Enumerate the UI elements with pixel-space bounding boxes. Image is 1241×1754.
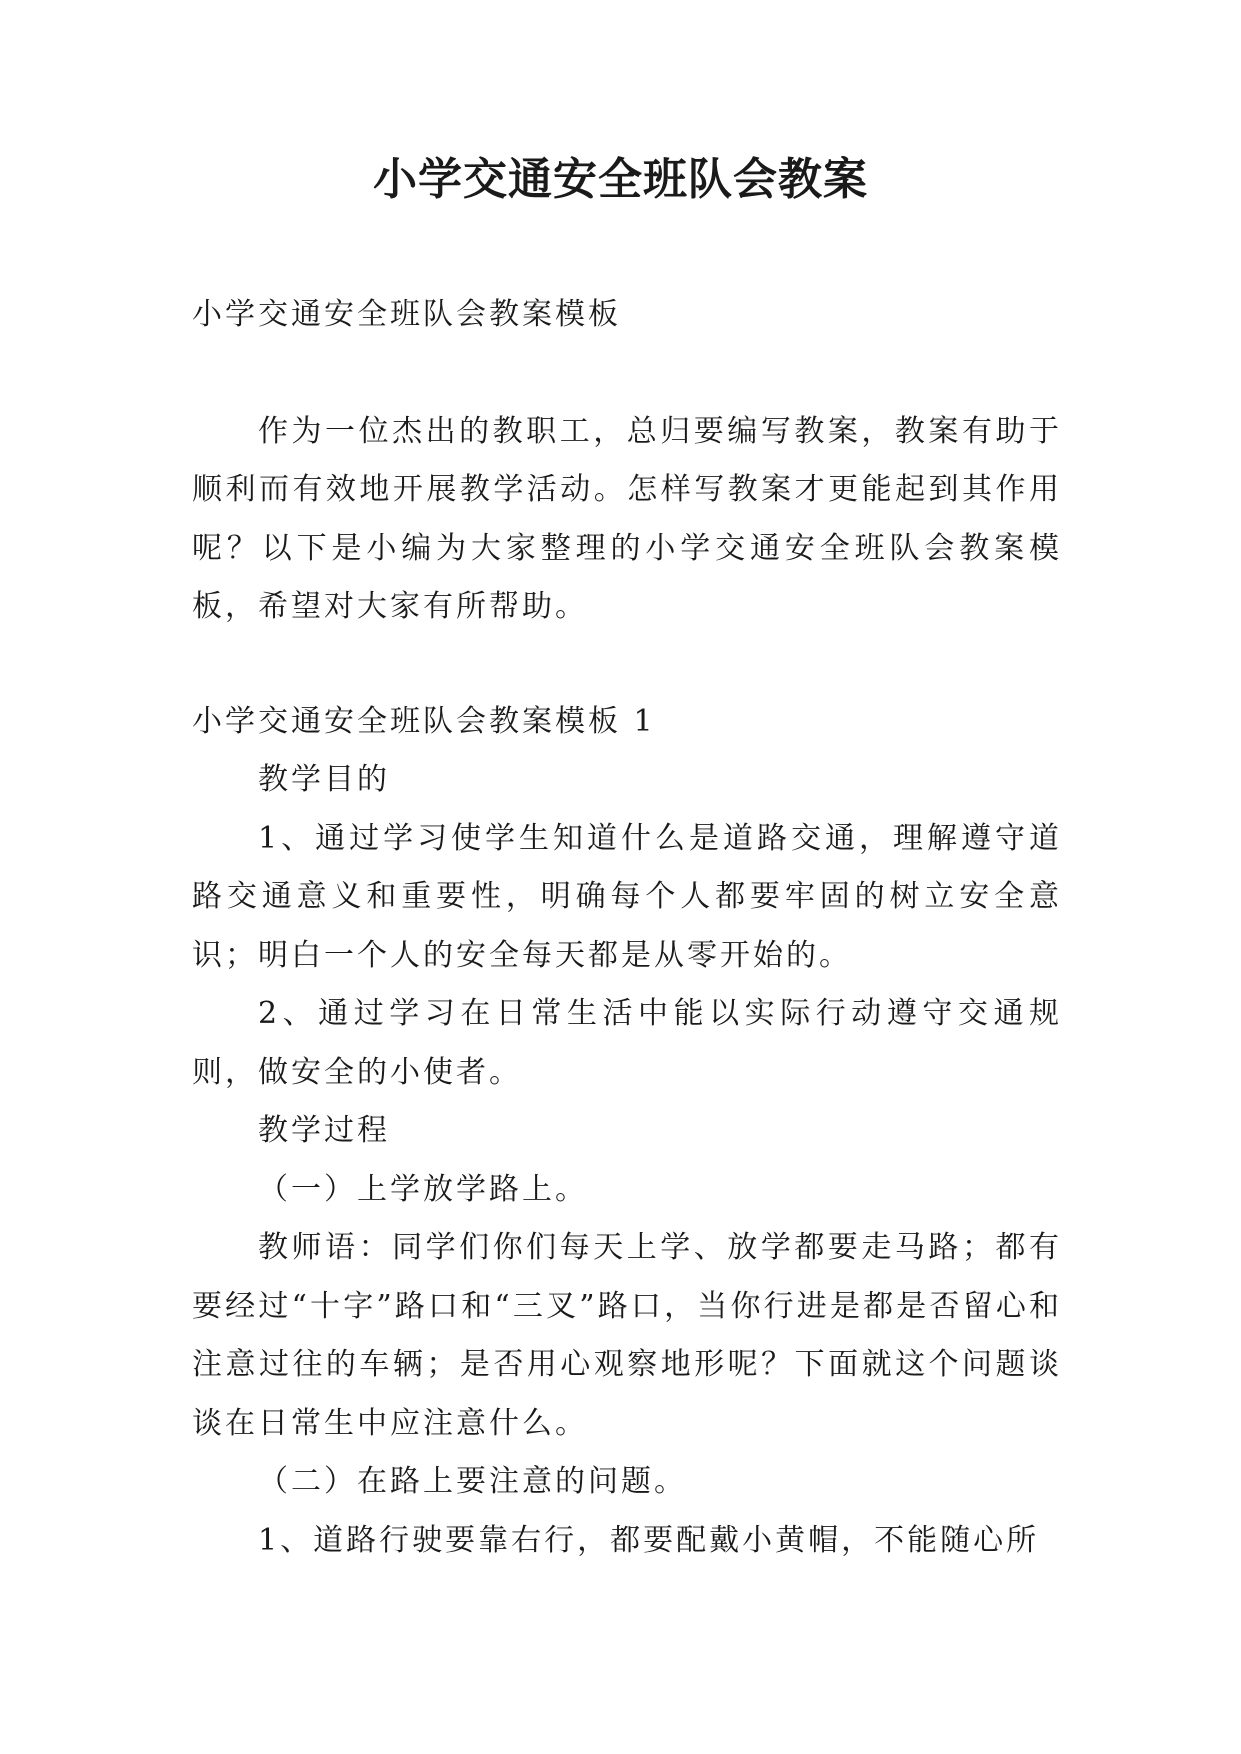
part-2-heading: （二）在路上要注意的问题。 — [258, 1464, 687, 1499]
process-heading: 教学过程 — [258, 1113, 390, 1148]
part-1-heading: （一）上学放学路上。 — [258, 1171, 588, 1207]
rule-item-1: 1、道路行驶要靠右行，都要配戴小黄帽，不能随心所 — [258, 1522, 1040, 1558]
teacher-talk-paragraph: 教师语：同学们你们每天上学、放学都要走马路；都有要经过“十字”路口和“三叉”路口，当你行进是都是否留心和注意过往的车辆；是否用心观察地形呢？下面就这个问题谈谈在日常生中应注意什么。 — [192, 1230, 1062, 1441]
subtitle: 小学交通安全班队会教案模板 — [192, 297, 621, 332]
goal-item-2: 2、通过学习在日常生活中能以实际行动遵守交通规则，做安全的小使者。 — [192, 996, 1062, 1090]
goal-heading: 教学目的 — [258, 762, 390, 797]
document-body — [192, 286, 1062, 1570]
document-title: 小学交通安全班队会教案 — [373, 154, 868, 205]
section-title: 小学交通安全班队会教案模板 1 — [192, 703, 656, 739]
intro-paragraph: 作为一位杰出的教职工，总归要编写教案，教案有助于顺利而有效地开展教学活动。怎样写教案才更能起到其作用呢？以下是小编为大家整理的小学交通安全班队会教案模板，希望对大家有所帮助。 — [192, 413, 1062, 624]
goal-item-1: 1、通过学习使学生知道什么是道路交通，理解遵守道路交通意义和重要性，明确每个人都要牢固的树立安全意识；明白一个人的安全每天都是从零开始的。 — [192, 820, 1062, 973]
